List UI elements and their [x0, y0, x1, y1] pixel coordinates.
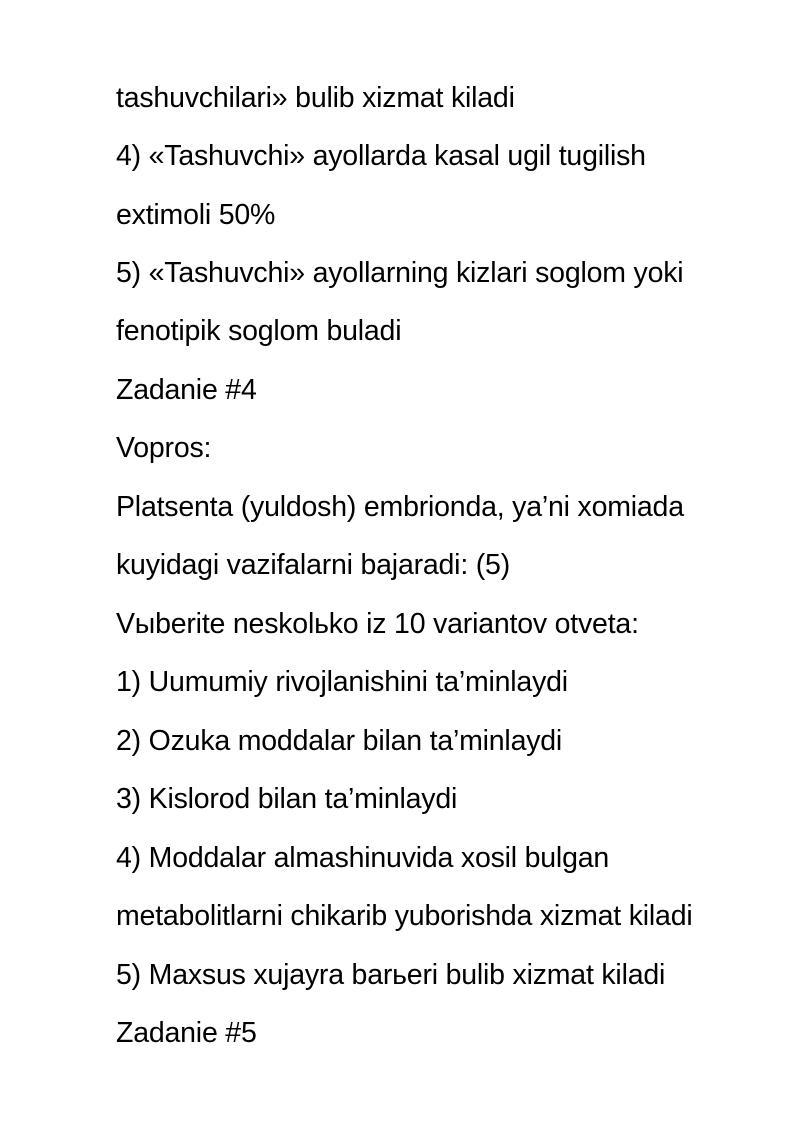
section-heading: Zadanie #5: [116, 1017, 257, 1049]
question-text: kuyidagi vazifalarni bajaradi: (5): [116, 549, 510, 581]
answer-option: 3) Kislorod bilan ta’minlaydi: [116, 783, 458, 815]
answer-option: 2) Ozuka moddalar bilan ta’minlaydi: [116, 725, 563, 757]
instruction-text: Vыberite neskolьko iz 10 variantov otveta:: [116, 608, 639, 640]
text-line: 4) «Tashuvchi» ayollarda kasal ugil tugilish: [116, 140, 646, 172]
answer-option: 4) Moddalar almashinuvida xosil bulgan: [116, 842, 610, 874]
question-label: Vopros:: [116, 432, 212, 464]
text-line: 5) «Tashuvchi» ayollarning kizlari soglom yoki: [116, 257, 684, 289]
answer-option: 1) Uumumiy rivojlanishini ta’minlaydi: [116, 666, 568, 698]
text-line: extimoli 50%: [116, 199, 276, 231]
text-line: tashuvchilari» bulib xizmat kiladi: [116, 82, 515, 114]
question-text: Platsenta (yuldosh) embrionda, ya’ni xomiada: [116, 491, 684, 523]
answer-option: 5) Maxsus xujayra barьeri bulib xizmat kiladi: [116, 959, 666, 991]
answer-option: metabolitlarni chikarib yuborishda xizmat kiladi: [116, 900, 693, 932]
section-heading: Zadanie #4: [116, 374, 257, 406]
text-line: fenotipik soglom buladi: [116, 315, 402, 347]
